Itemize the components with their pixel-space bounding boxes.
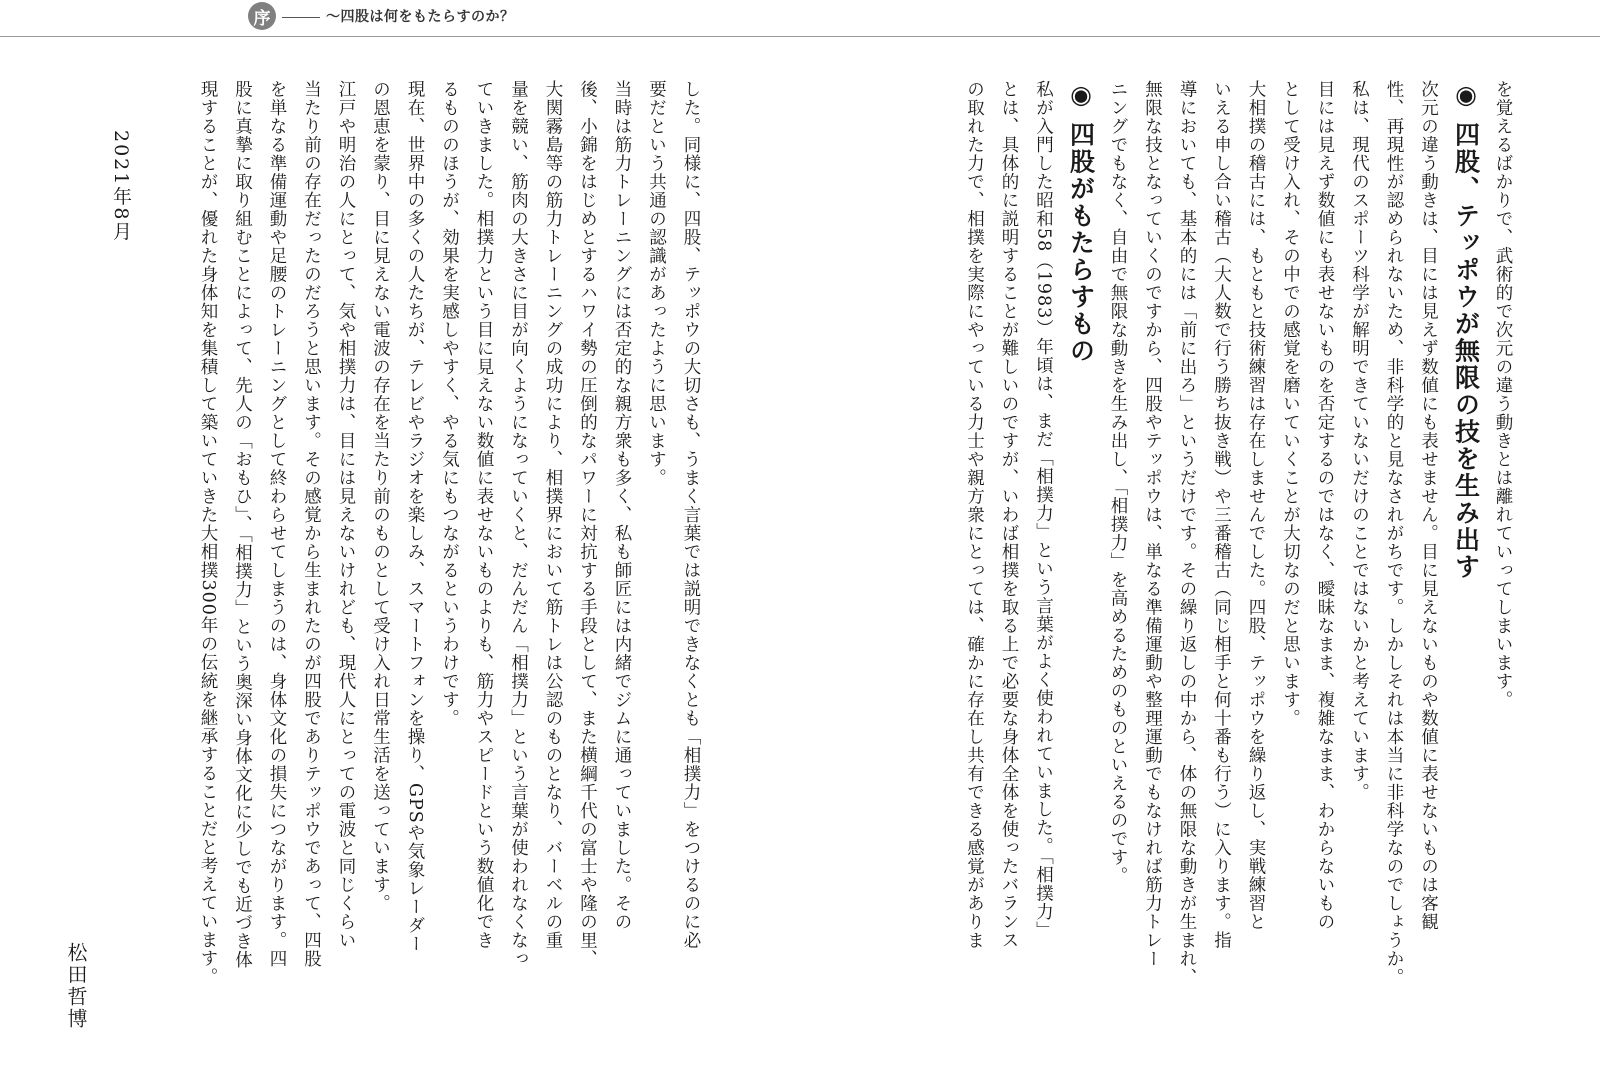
paragraph-line: の恩恵を蒙り、目に見えない電波の存在を当たり前のものとして受け入れ日常生活を送っています。 xyxy=(370,80,391,913)
paragraph-line: 当時は筋力トレーニングには否定的な親方衆も多く、私も師匠には内緒でジムに通っていました。その xyxy=(612,80,632,931)
header-rule xyxy=(282,17,320,18)
paragraph-line: ていきました。相撲力という目に見えない数値に表せないものよりも、筋力やスピードという数値化でき xyxy=(474,80,494,950)
signature-date: 2021年8月 xyxy=(110,130,132,243)
paragraph-line: 性、再現性が認められないため、非科学的と見なされがちです。しかしそれは本当に非科学なのでしょうか。 xyxy=(1384,80,1404,987)
paragraph-line: 大相撲の稽古には、もともと技術練習は存在しませんでした。四股、テッポウを繰り返し、実戦練習と xyxy=(1246,80,1266,931)
paragraph-line: 私が入門した昭和58（1983）年頃は、まだ「相撲力」という言葉がよく使われていました。「相撲力」 xyxy=(1033,80,1054,940)
paragraph-line: るもののほうが、効果を実感しやすく、やる気にもつながるというわけです。 xyxy=(439,80,460,728)
paragraph-line: した。同様に、四股、テッポウの大切さも、うまく言葉では説明できなくとも「相撲力」をつけるのに必 xyxy=(681,80,701,950)
paragraph-line: として受け入れ、その中での感覚を磨いていくことが大切なのだと思います。 xyxy=(1280,80,1301,728)
running-header xyxy=(0,0,1600,37)
paragraph-line: 当たり前の存在だったのだろうと思います。その感覚から生まれたのが四股でありテッポウであって、四股 xyxy=(301,80,322,968)
paragraph-line: 次元の違う動きは、目には見えず数値にも表せません。目に見えないものや数値に表せないものは客観 xyxy=(1418,80,1439,931)
header-title: 〜四股は何をもたらすのか？ xyxy=(326,9,515,25)
paragraph-line: 大関霧島等の筋力トレーニングの成功により、相撲界において筋トレは公認のものとなり、バーベルの重 xyxy=(543,80,563,950)
paragraph-line: 現することが、優れた身体知を集積して築いていきた大相撲300年の伝統を継承することだと考えています。 xyxy=(198,80,218,986)
paragraph-line: の取れた力で、相撲を実際にやっている力士や親方衆にとっては、確かに存在し共有できる感覚がありま xyxy=(964,80,985,950)
chapter-badge: 序 xyxy=(248,2,276,30)
paragraph-line: 後、小錦をはじめとするハワイ勢の圧倒的なパワーに対抗する手段として、また横綱千代の富士や隆の里、 xyxy=(577,80,598,968)
paragraph-line: 股に真摯に取り組むことによって、先人の「おもひ」、「相撲力」という奥深い身体文化に少しでも近づき体 xyxy=(232,80,253,969)
paragraph-line: を覚えるばかりで、武術的で次元の違う動きとは離れていってしまいます。 xyxy=(1493,80,1513,709)
paragraph-line: 要だという共通の認識があったように思います。 xyxy=(646,80,667,487)
paragraph-line: 量を競い、筋肉の大きさに目が向くようになっていくと、だんだん「相撲力」という言葉が使われなくなっ xyxy=(508,80,529,968)
paragraph-line: 江戸や明治の人にとって、気や相撲力は、目には見えないけれども、現代人にとっての電波と同じくらい xyxy=(336,80,356,950)
section-heading: ◉ 四股がもたらすもの xyxy=(1066,80,1096,365)
paragraph-line: 目には見えず数値にも表せないものを否定するのではなく、曖昧なまま、複雑なまま、わからないもの xyxy=(1315,80,1335,931)
paragraph-line: 無限な技となっていくのですから、四股やテッポウは、単なる準備運動や整理運動でもなければ筋力トレー xyxy=(1142,80,1163,968)
right-page-body xyxy=(860,80,1520,1040)
paragraph-line: ニングでもなく、自由で無限な動きを生み出し、「相撲力」を高めるためのものといえるのです。 xyxy=(1108,80,1128,886)
left-page-body xyxy=(168,80,708,1040)
paragraph-line: 私は、現代のスポーツ科学が解明できていないだけのことではないかと考えています。 xyxy=(1349,80,1370,802)
paragraph-line: 現在、世界中の多くの人たちが、テレビやラジオを楽しみ、スマートフォンを操り、GPSや気象レーダー xyxy=(405,80,425,954)
section-heading: ◉ 四股、テッポウが無限の技を生み出す xyxy=(1451,80,1481,581)
paragraph-line: を単なる準備運動や足腰のトレーニングとして終わらせてしまうのは、身体文化の損失につながります。四 xyxy=(267,80,287,968)
paragraph-line: 導においても、基本的には「前に出ろ」というだけです。その繰り返しの中から、体の無限な動きが生まれ、 xyxy=(1177,80,1197,987)
author-name: 松田哲博 xyxy=(64,942,88,1030)
paragraph-line: とは、具体的に説明することが難しいのですが、いわば相撲を取る上で必要な身体全体を使ったバランス xyxy=(999,80,1019,950)
paragraph-line: いえる申し合い稽古（大人数で行う勝ち抜き戦）や三番稽古（同じ相手と何十番も行う）に入ります。指 xyxy=(1211,80,1232,950)
